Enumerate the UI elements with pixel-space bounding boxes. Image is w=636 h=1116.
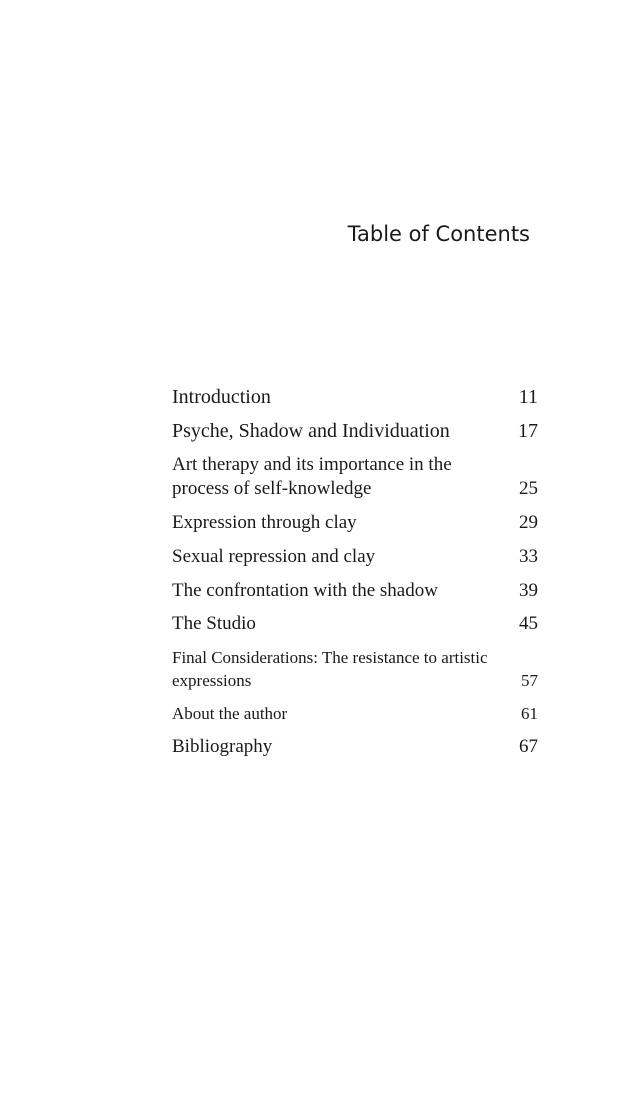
toc-entry-page: 57 <box>521 671 538 690</box>
toc-entry[interactable] <box>172 385 538 409</box>
toc-entry[interactable] <box>172 735 538 759</box>
toc-entry-page: 25 <box>519 478 538 499</box>
toc-entry-page: 17 <box>518 420 538 442</box>
toc-entry-label: Expression through clay <box>172 512 357 533</box>
toc-entry-label: Bibliography <box>172 736 273 757</box>
toc-entry-label: Introduction <box>172 386 271 408</box>
toc-entry[interactable] <box>172 545 538 569</box>
toc-entry[interactable] <box>172 419 538 443</box>
toc-entry[interactable] <box>172 511 538 535</box>
toc-entry-label: Sexual repression and clay <box>172 546 376 567</box>
toc-entry-page: 67 <box>519 736 538 757</box>
toc-entry-label: Final Considerations: The resistance to artistic expressions <box>172 648 488 690</box>
toc-entry-page: 45 <box>519 613 538 634</box>
toc-list <box>172 385 538 759</box>
page-title: Table of Contents <box>347 222 530 246</box>
toc-entry-label: The Studio <box>172 613 256 634</box>
toc-entry-page: 61 <box>521 704 538 723</box>
toc-entry-label: The confrontation with the shadow <box>172 580 438 601</box>
toc-entry-label: Psyche, Shadow and Individuation <box>172 420 450 442</box>
toc-entry-label: Art therapy and its importance in the process of self-knowledge <box>172 454 452 499</box>
toc-entry[interactable] <box>172 646 538 692</box>
toc-entry-page: 39 <box>519 580 538 601</box>
toc-entry-page: 11 <box>518 386 538 408</box>
toc-entry-page: 33 <box>519 546 538 567</box>
toc-entry[interactable] <box>172 579 538 603</box>
toc-entry-page: 29 <box>519 512 538 533</box>
toc-entry[interactable] <box>172 702 538 725</box>
toc-entry-label: About the author <box>172 704 288 723</box>
toc-entry[interactable] <box>172 453 538 501</box>
toc-entry[interactable] <box>172 612 538 636</box>
